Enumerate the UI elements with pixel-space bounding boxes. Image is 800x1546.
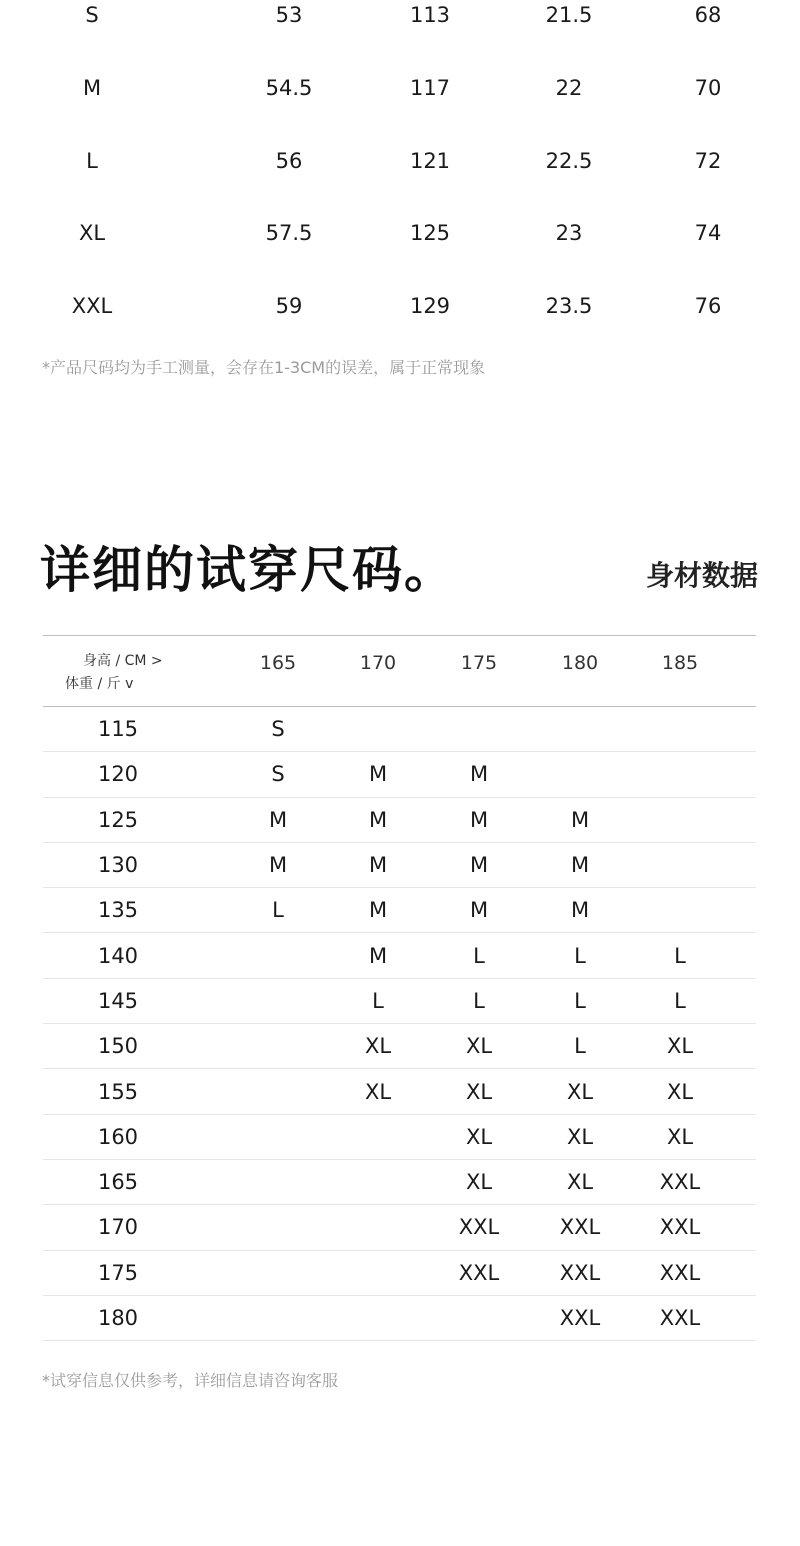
size-cell: L bbox=[272, 898, 284, 923]
measurement-cell: 23.5 bbox=[545, 294, 593, 318]
size-cell: M bbox=[469, 762, 489, 787]
table-row bbox=[43, 1069, 756, 1114]
size-cell: S bbox=[271, 717, 285, 742]
weight-cell: 115 bbox=[97, 717, 139, 742]
size-cell: XL bbox=[364, 1034, 392, 1059]
size-cell: XL bbox=[465, 1170, 493, 1195]
size-cell: L bbox=[372, 988, 384, 1013]
fit-table-body bbox=[43, 707, 756, 1341]
measurement-cell: 76 bbox=[694, 294, 722, 318]
weight-cell: 140 bbox=[97, 943, 139, 968]
size-cell: XL bbox=[666, 1124, 694, 1149]
size-label-cell: S bbox=[85, 3, 99, 27]
weight-cell: 175 bbox=[97, 1260, 139, 1285]
measurement-cell: 56 bbox=[275, 149, 303, 173]
fit-table bbox=[43, 635, 756, 1341]
table-row bbox=[43, 1251, 756, 1296]
table-row bbox=[43, 1296, 756, 1341]
size-cell: M bbox=[368, 943, 388, 968]
fit-table-header bbox=[43, 635, 756, 707]
size-cell: M bbox=[268, 807, 288, 832]
size-cell: XXL bbox=[659, 1170, 701, 1195]
size-cell: L bbox=[473, 988, 485, 1013]
size-cell: M bbox=[368, 762, 388, 787]
size-cell: M bbox=[570, 853, 590, 878]
height-header: 185 bbox=[661, 652, 699, 674]
size-cell: M bbox=[368, 807, 388, 832]
size-cell: L bbox=[574, 988, 586, 1013]
measurement-cell: 129 bbox=[409, 294, 451, 318]
weight-cell: 135 bbox=[97, 898, 139, 923]
measurement-cell: 121 bbox=[409, 149, 451, 173]
measurement-cell: 23 bbox=[555, 221, 583, 245]
table-row bbox=[43, 888, 756, 933]
size-cell: S bbox=[271, 762, 285, 787]
size-cell: XL bbox=[566, 1079, 594, 1104]
size-cell: M bbox=[570, 807, 590, 832]
weight-cell: 130 bbox=[97, 853, 139, 878]
height-header: 170 bbox=[359, 652, 397, 674]
size-cell: M bbox=[469, 898, 489, 923]
size-cell: XXL bbox=[659, 1260, 701, 1285]
weight-cell: 125 bbox=[97, 807, 139, 832]
measurement-cell: 70 bbox=[694, 76, 722, 100]
weight-cell: 170 bbox=[97, 1215, 139, 1240]
measurement-note: *产品尺码均为手工测量，会存在1-3CM的误差，属于正常现象 bbox=[42, 358, 486, 377]
size-cell: XXL bbox=[559, 1260, 601, 1285]
table-row bbox=[43, 798, 756, 843]
size-label-cell: XXL bbox=[71, 294, 113, 318]
size-cell: XL bbox=[465, 1079, 493, 1104]
size-cell: XL bbox=[566, 1170, 594, 1195]
weight-cell: 160 bbox=[97, 1124, 139, 1149]
weight-cell: 180 bbox=[97, 1306, 139, 1330]
size-cell: L bbox=[674, 988, 686, 1013]
weight-cell: 145 bbox=[97, 988, 139, 1013]
size-cell: XXL bbox=[458, 1215, 500, 1240]
size-label-cell: XL bbox=[78, 221, 106, 245]
size-cell: XXL bbox=[458, 1260, 500, 1285]
table-row bbox=[43, 933, 756, 978]
size-cell: M bbox=[469, 807, 489, 832]
measurement-cell: 57.5 bbox=[265, 221, 313, 245]
header-corner bbox=[65, 650, 163, 696]
measurement-cell: 74 bbox=[694, 221, 722, 245]
weight-cell: 155 bbox=[97, 1079, 139, 1104]
table-row bbox=[43, 843, 756, 888]
measurement-cell: 72 bbox=[694, 149, 722, 173]
size-cell: M bbox=[368, 853, 388, 878]
measurement-cell: 68 bbox=[694, 3, 722, 27]
measurement-cell: 117 bbox=[409, 76, 451, 100]
size-cell: L bbox=[674, 943, 686, 968]
size-cell: XL bbox=[465, 1124, 493, 1149]
table-row bbox=[43, 1024, 756, 1069]
size-label-cell: M bbox=[82, 76, 102, 100]
table-row bbox=[43, 1160, 756, 1205]
size-cell: XXL bbox=[659, 1306, 701, 1330]
size-cell: L bbox=[473, 943, 485, 968]
weight-cell: 150 bbox=[97, 1034, 139, 1059]
height-header: 175 bbox=[460, 652, 498, 674]
measurement-cell: 113 bbox=[409, 3, 451, 27]
size-cell: M bbox=[469, 853, 489, 878]
measurement-cell: 54.5 bbox=[265, 76, 313, 100]
size-cell: XL bbox=[666, 1034, 694, 1059]
size-cell: L bbox=[574, 943, 586, 968]
weight-cell: 165 bbox=[97, 1170, 139, 1195]
fit-subtitle: 身材数据 bbox=[645, 559, 758, 592]
measurement-cell: 22.5 bbox=[545, 149, 593, 173]
fit-note: *试穿信息仅供参考，详细信息请咨询客服 bbox=[42, 1371, 339, 1390]
fit-title: 详细的试穿尺码。 bbox=[40, 541, 456, 599]
height-header: 165 bbox=[259, 652, 297, 674]
height-header: 180 bbox=[561, 652, 599, 674]
size-cell: XL bbox=[666, 1079, 694, 1104]
height-axis-label: 身高 / CM > bbox=[83, 653, 163, 669]
table-row bbox=[43, 1205, 756, 1250]
size-cell: L bbox=[574, 1034, 586, 1059]
size-cell: M bbox=[368, 898, 388, 923]
weight-cell: 120 bbox=[97, 762, 139, 787]
table-row bbox=[43, 1115, 756, 1160]
measurement-cell: 22 bbox=[555, 76, 583, 100]
size-cell: M bbox=[570, 898, 590, 923]
size-cell: XXL bbox=[559, 1215, 601, 1240]
size-cell: XXL bbox=[659, 1215, 701, 1240]
measurement-cell: 125 bbox=[409, 221, 451, 245]
measurement-cell: 53 bbox=[275, 3, 303, 27]
size-cell: XL bbox=[566, 1124, 594, 1149]
measurement-cell: 21.5 bbox=[545, 3, 593, 27]
size-cell: M bbox=[268, 853, 288, 878]
table-row bbox=[43, 752, 756, 797]
table-row bbox=[43, 707, 756, 752]
size-cell: XL bbox=[465, 1034, 493, 1059]
size-cell: XXL bbox=[559, 1306, 601, 1330]
weight-axis-label: 体重 / 斤 v bbox=[65, 676, 134, 692]
size-cell: XL bbox=[364, 1079, 392, 1104]
measurement-cell: 59 bbox=[275, 294, 303, 318]
size-label-cell: L bbox=[86, 149, 98, 173]
table-row bbox=[43, 979, 756, 1024]
